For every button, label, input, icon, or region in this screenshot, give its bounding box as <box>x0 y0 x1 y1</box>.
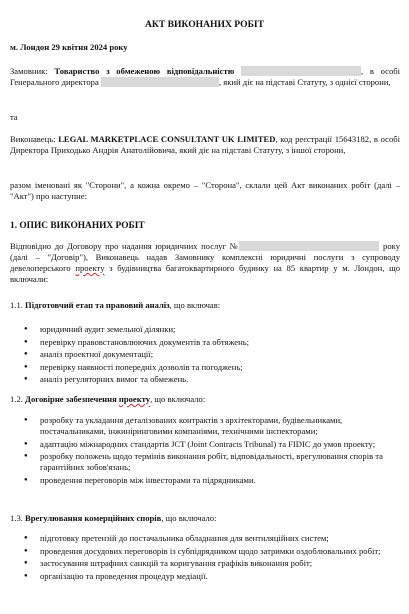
customer-paragraph <box>10 66 400 88</box>
redacted-company-name <box>241 66 361 76</box>
redacted-director-name <box>101 77 219 87</box>
document-title: АКТ ВИКОНАНИХ РОБІТ <box>144 19 265 30</box>
subsection-suffix: , що включало: <box>150 394 206 404</box>
conjunction-ta: та <box>10 112 18 122</box>
intro-contract-text: Відповідно до Договору про надання юридичних послуг № <box>10 241 240 251</box>
section-1-heading: 1. ОПИС ВИКОНАНИХ РОБІТ <box>10 221 145 231</box>
list-item: ● адаптацію міжнародних стандартів JCT (Joint Contracts Tribunal) та FIDIC до умов проекту; <box>24 439 396 450</box>
subsection-title: Врегулювання комерційних спорів <box>25 513 162 523</box>
list-item: ● юридичний аудит земельної ділянки; <box>24 324 396 335</box>
subsection-title: Підготовчий етап та правовий аналіз <box>25 300 170 310</box>
list-item: ● організацію та проведення процедур медіації. <box>24 571 396 582</box>
subsection-1-2-list <box>24 415 396 487</box>
customer-director-text: , в особі Генерального директора <box>10 66 401 87</box>
subsection-1-3-heading <box>10 513 400 524</box>
list-item: ● розробку та укладання деталізованих контрактів з архітекторами, будівельниками, постачальниками, інжиніринговими компаніями, технічними інспекторами; <box>24 415 396 437</box>
subsection-number: 1.3. <box>10 513 23 523</box>
subsection-suffix: , що включало: <box>161 513 217 523</box>
subsection-number: 1.1. <box>10 300 23 310</box>
executor-details: , код реєстрації 15643182, в особі Директора Приходько Андрія Анатолійовича, який діє на підставі Статуту, з іншої сторони, <box>10 134 400 155</box>
subsection-1-1-heading <box>10 300 400 311</box>
executor-paragraph <box>10 134 400 156</box>
intro-project-word: проекту <box>75 263 105 273</box>
customer-basis-text: , який діє на підставі Статуту, з однієї сторони, <box>218 77 391 87</box>
list-item: ● проведення переговорів між інвесторами та підрядниками. <box>24 475 396 486</box>
redacted-contract-number <box>239 241 379 251</box>
subsection-1-3-list <box>24 533 396 583</box>
document-date: м. Лондон 29 квітня 2024 року <box>10 42 128 52</box>
list-item: ● аналіз проектної документації; <box>24 349 396 360</box>
subsection-1-1-list <box>24 324 396 387</box>
list-item: ● перевірку правовстановлюючих документів та обтяжень; <box>24 337 396 348</box>
subsection-suffix: , що включав: <box>169 300 221 310</box>
parties-definition: разом іменовані як "Сторони", а кожна окремо – "Сторона", склали цей Акт виконаних робіт (далі – "Акт") про наступне: <box>10 180 400 201</box>
subsection-title-project: проекту <box>118 394 151 404</box>
subsection-1-2-heading <box>10 394 400 405</box>
subsection-title: Договірне забезпечення <box>25 394 119 404</box>
customer-label: Замовник: <box>10 66 48 76</box>
intro-tail-text: з будівництва багатоквартирного будинку на 85 квартир у м. Лондон, що включали: <box>10 263 400 284</box>
list-item: ● підготовку претензій до постачальника обладнання для вентиляційних систем; <box>24 533 396 544</box>
intro-body-text: року (далі – "Договір"), Виконавець надав Замовнику комплексні юридичні послуги з супроводу девелоперського <box>10 241 400 273</box>
subsection-number: 1.2. <box>10 394 23 404</box>
executor-name: LEGAL MARKETPLACE CONSULTANT UK LIMITED <box>58 134 276 144</box>
list-item: ● аналіз регуляторних вимог та обмежень. <box>24 374 396 385</box>
list-item: ● проведення досудових переговорів із субпідрядником щодо затримки оздоблювальних робіт; <box>24 546 396 557</box>
list-item: ● застосування штрафних санкцій та коригування графіків виконання робіт; <box>24 558 396 569</box>
list-item: ● перевірку наявності попередніх дозволів та погоджень; <box>24 362 396 373</box>
customer-name: Товариство з обмеженою відповідальністю <box>54 66 235 76</box>
section-1-intro <box>10 241 400 285</box>
list-item: ● розробку положень щодо термінів виконання робіт, відповідальності, врегулювання спорів та гарантійних зобов'язань; <box>24 451 396 473</box>
executor-label: Виконавець: <box>10 134 56 144</box>
